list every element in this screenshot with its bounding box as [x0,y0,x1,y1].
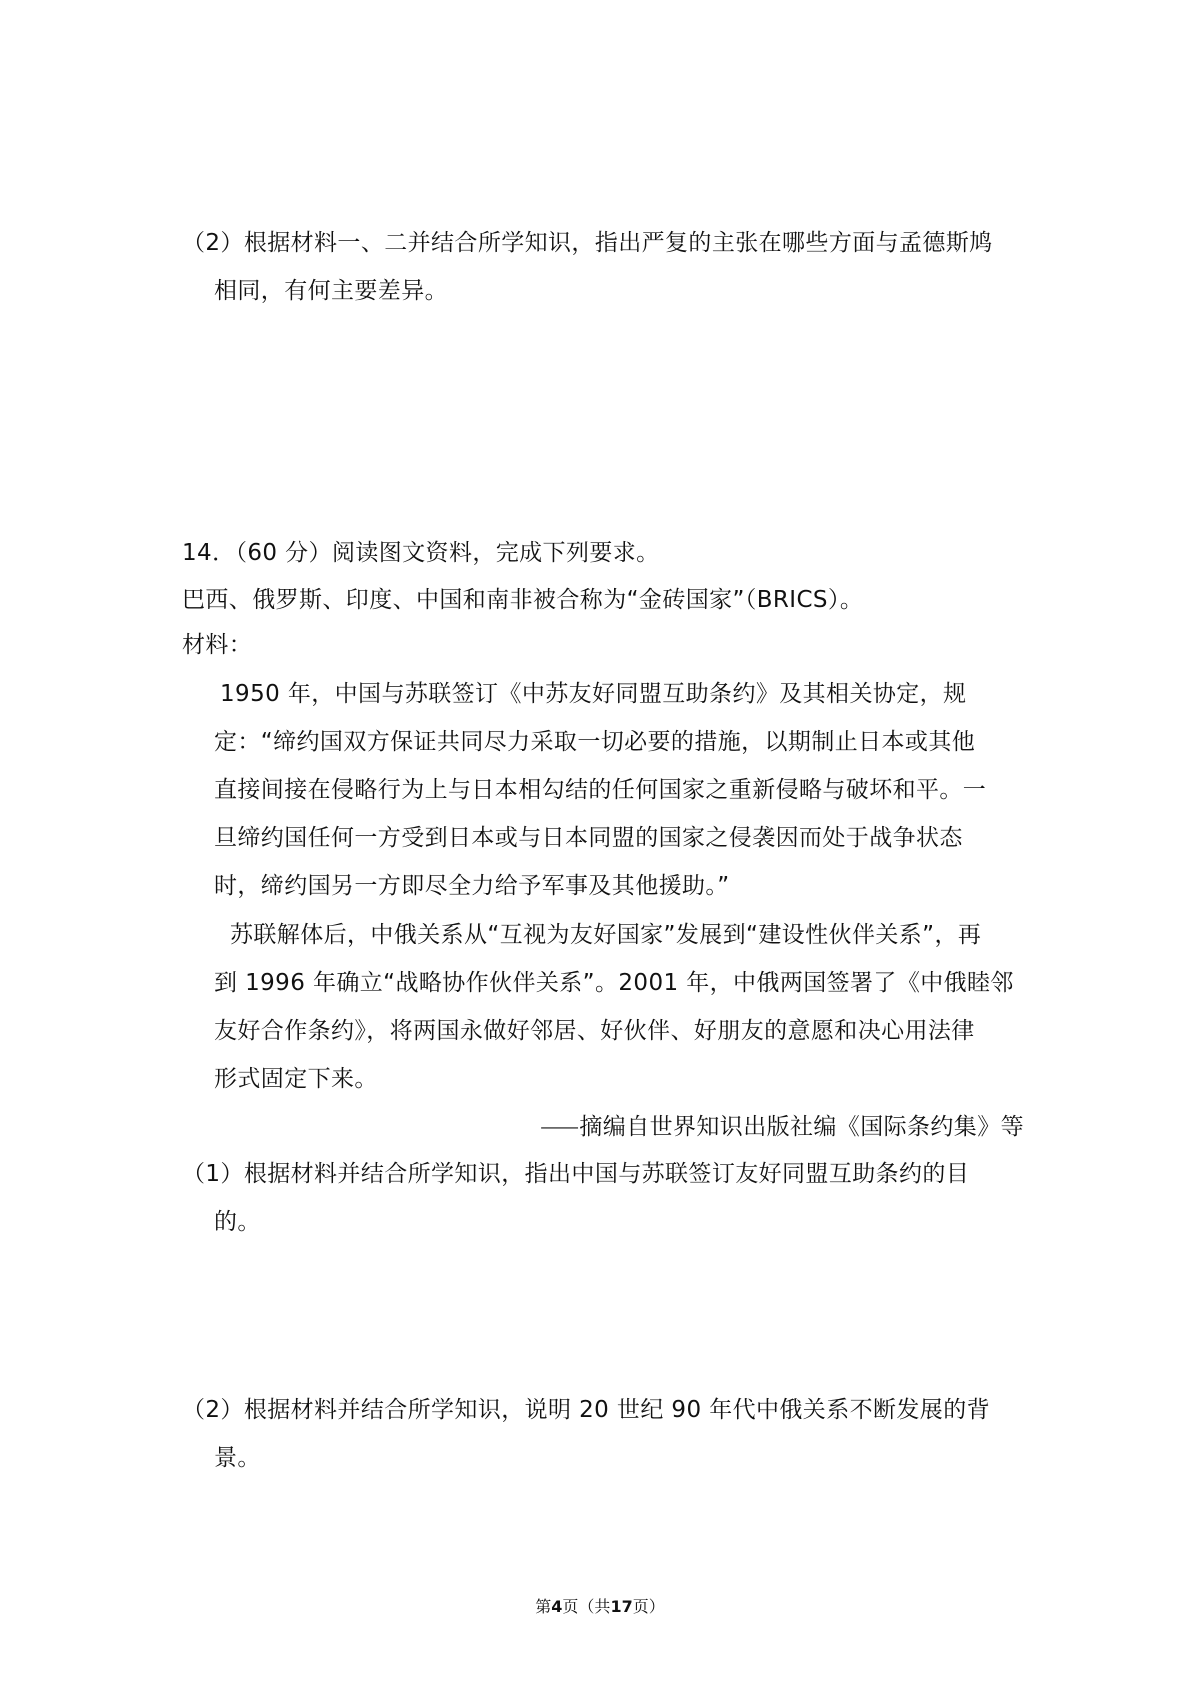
material-para1-line3: 直接间接在侵略行为上与日本相勾结的任何国家之重新侵略与破坏和平。一 [214,777,987,803]
material-para1-line4: 旦缔约国任何一方受到日本或与日本同盟的国家之侵袭因而处于战争状态 [214,825,963,851]
material-para2-line4: 形式固定下来。 [214,1066,378,1092]
material-para1-line2: 定：“缔约国双方保证共同尽力采取一切必要的措施，以期制止日本或其他 [214,729,976,755]
material-para1-line1: 1950 年，中国与苏联签订《中苏友好同盟互助条约》及其相关协定，规 [220,681,967,707]
q14-intro: 巴西、俄罗斯、印度、中国和南非被合称为“金砖国家”（BRICS）。 [182,587,864,613]
material-para2-line1: 苏联解体后，中俄关系从“互视为友好国家”发展到“建设性伙伴关系”，再 [230,922,982,948]
page-footer [0,1596,1200,1618]
material-source: ⸺摘编自世界知识出版社编《国际条约集》等 [540,1114,1024,1140]
q14-part2-line1: （2）根据材料并结合所学知识，说明 20 世纪 90 年代中俄关系不断发展的背 [182,1397,991,1423]
footer-total-pages: 17 [610,1597,633,1616]
material-para2-line3: 友好合作条约》，将两国永做好邻居、好伙伴、好朋友的意愿和决心用法律 [214,1018,975,1044]
q14-part2-line2: 景。 [214,1445,261,1471]
q13-part2-line2: 相同，有何主要差异。 [214,278,448,304]
q14-material-label: 材料： [182,632,253,658]
q14-header: 14．（60 分）阅读图文资料，完成下列要求。 [182,540,660,566]
q14-part1-line1: （1）根据材料并结合所学知识，指出中国与苏联签订友好同盟互助条约的目 [182,1161,970,1187]
footer-prefix: 第 [535,1597,552,1616]
q13-part2-line1: （2）根据材料一、二并结合所学知识，指出严复的主张在哪些方面与孟德斯鸠 [182,230,993,256]
footer-page-number: 4 [551,1597,563,1616]
footer-middle: 页（共 [562,1597,611,1616]
footer-suffix: 页） [632,1597,665,1616]
q14-part1-line2: 的。 [214,1209,261,1235]
material-para2-line2: 到 1996 年确立“战略协作伙伴关系”。2001 年，中俄两国签署了《中俄睦邻 [214,970,1014,996]
material-para1-line5: 时，缔约国另一方即尽全力给予军事及其他援助。” [214,873,730,899]
